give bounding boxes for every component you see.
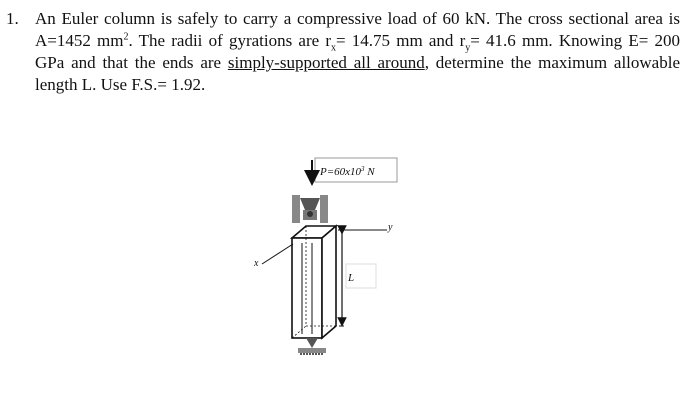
y-axis — [338, 222, 393, 233]
problem-number: 1. — [6, 9, 19, 28]
top-support — [292, 195, 328, 223]
problem-text — [35, 8, 680, 96]
y-axis-label: y — [388, 222, 393, 233]
text-part-5: , determine the maximum allowable length L. Use F.S.= 1.92. — [35, 53, 680, 94]
load-unit: N — [364, 166, 375, 178]
text-part-3: = 14.75 mm and r — [336, 31, 466, 50]
load-label-box — [315, 158, 397, 182]
bottom-support — [298, 338, 326, 354]
x-axis — [253, 244, 293, 269]
text-part-2: . The radii of gyrations are r — [128, 31, 331, 50]
length-dimension — [339, 226, 376, 326]
rx-subscript: x — [331, 42, 336, 54]
load-label: P=60x10 — [320, 166, 362, 178]
text-part-4: = 41.6 mm. Knowing E= 200 GPa and that the ends are — [35, 31, 680, 72]
load-exponent: 3 — [361, 165, 365, 173]
svg-text:P=60x103 N — [319, 165, 375, 178]
area-unit-exponent: 2 — [123, 31, 129, 43]
column — [292, 226, 336, 338]
ry-subscript: y — [465, 42, 471, 54]
text-part-1: An Euler column is safely to carry a compressive load of 60 kN. The cross sectional area is A=1452 mm — [35, 9, 680, 50]
column-figure — [240, 150, 410, 365]
underlined-support-text: simply-supported all around — [227, 53, 425, 72]
length-label: L — [348, 272, 355, 284]
x-axis-label: x — [254, 258, 259, 269]
